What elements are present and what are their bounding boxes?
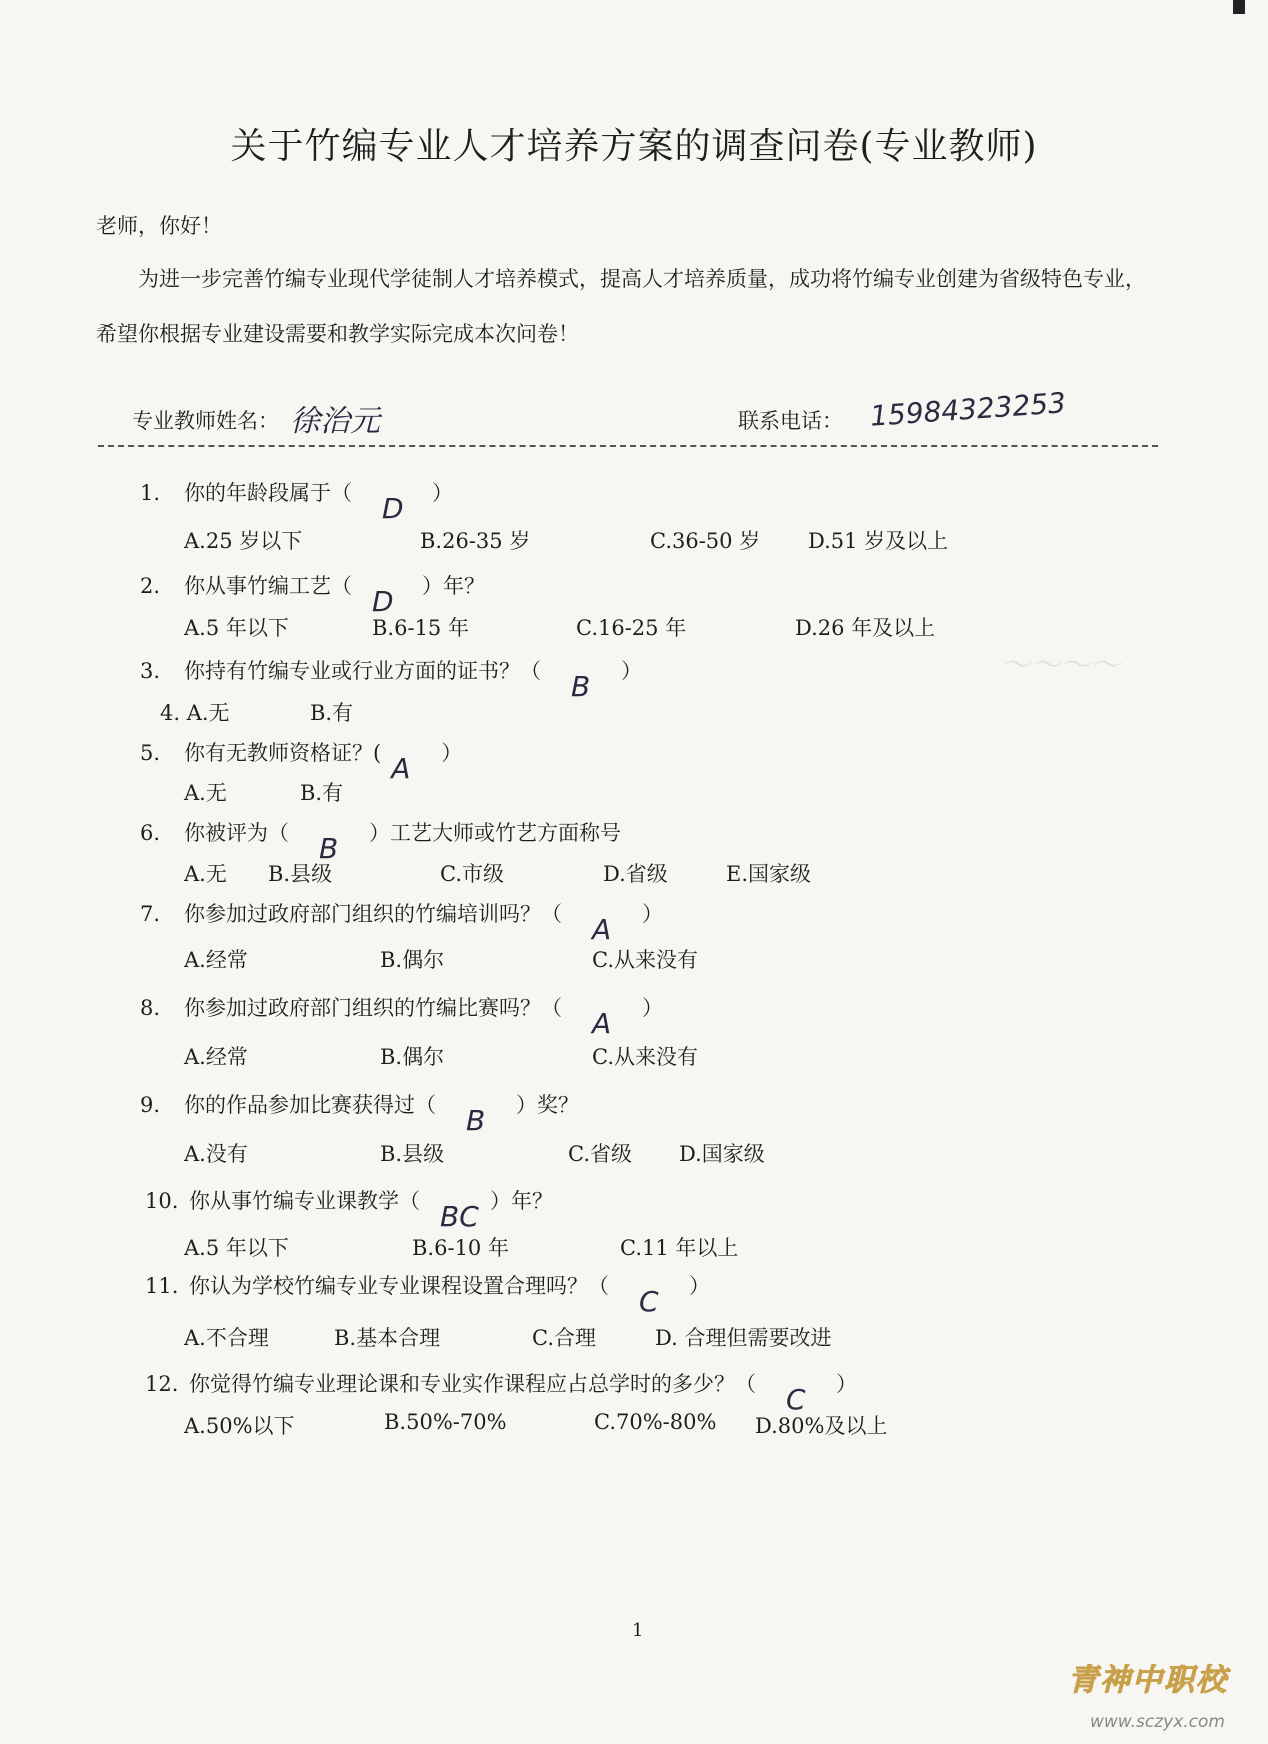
- question-text-suffix: ）: [689, 1274, 710, 1298]
- question-text-suffix: ）年？: [422, 574, 485, 598]
- question-text-suffix: ）工艺大师或竹艺方面称号: [369, 821, 621, 845]
- question-number: 2.: [140, 574, 161, 598]
- question-text: 你持有竹编专业或行业方面的证书？（: [184, 659, 541, 683]
- question-text-suffix: ）: [642, 902, 663, 926]
- option-10-1: A.不合理: [184, 1326, 269, 1350]
- option-9-1: A.5 年以下: [184, 1236, 289, 1260]
- option-2-4: D.26 年及以上: [795, 616, 936, 640]
- question-number: 7.: [140, 902, 161, 926]
- question-8: [140, 1089, 579, 1137]
- option-1-1: A.25 岁以下: [184, 529, 303, 553]
- question-number: 3.: [140, 659, 161, 683]
- document-title: 关于竹编专业人才培养方案的调查问卷(专业教师): [230, 126, 1038, 167]
- option-5-5: E.国家级: [726, 862, 812, 886]
- option-2-1: A.5 年以下: [184, 616, 289, 640]
- separator-line: [98, 445, 1158, 447]
- handwritten-answer: B: [319, 832, 339, 865]
- handwritten-answer: C: [639, 1285, 659, 1318]
- question-text-suffix: ）: [836, 1372, 857, 1396]
- question-text: 你觉得竹编专业理论课和专业实作课程应占总学时的多少？（: [189, 1372, 756, 1396]
- question-text-suffix: ）: [642, 996, 663, 1020]
- option-8-2: B.县级: [380, 1142, 445, 1166]
- question-number: 8.: [140, 996, 161, 1020]
- option-5-4: D.省级: [603, 862, 668, 886]
- intro-line-1: 为进一步完善竹编专业现代学徒制人才培养模式，提高人才培养质量，成功将竹编专业创建为省级特色专业，: [138, 267, 1146, 291]
- option-3-2: B.有: [310, 701, 354, 725]
- option-11-2: B.50%-70%: [384, 1410, 507, 1434]
- teacher-name-label: 专业教师姓名：: [132, 409, 279, 433]
- question-2: [140, 570, 485, 618]
- question-text: 你从事竹编工艺（: [184, 574, 352, 598]
- option-5-2: B.县级: [268, 862, 333, 886]
- option-11-3: C.70%-80%: [594, 1410, 717, 1434]
- question-text-suffix: ）: [432, 481, 453, 505]
- option-7-3: C.从来没有: [592, 1045, 698, 1069]
- question-3: [140, 655, 642, 703]
- question-10: [145, 1270, 710, 1318]
- option-2-2: B.6-15 年: [372, 616, 469, 640]
- question-text: 你的作品参加比赛获得过（: [184, 1093, 436, 1117]
- greeting: 老师，你好！: [96, 214, 222, 238]
- option-6-3: C.从来没有: [592, 948, 698, 972]
- question-number: 5.: [140, 741, 161, 765]
- question-number: 12.: [145, 1372, 179, 1396]
- scan-mark: [1233, 0, 1245, 14]
- handwritten-answer: B: [571, 670, 591, 703]
- option-6-2: B.偶尔: [380, 948, 445, 972]
- question-text: 你参加过政府部门组织的竹编培训吗？（: [184, 902, 562, 926]
- question-4: [140, 737, 463, 785]
- question-text: 你被评为（: [184, 821, 289, 845]
- question-text-suffix: ）: [621, 659, 642, 683]
- handwritten-answer: A: [391, 752, 411, 785]
- question-number: 1.: [140, 481, 161, 505]
- site-url: www.sczyx.com: [1090, 1712, 1225, 1732]
- handwritten-answer: C: [786, 1383, 806, 1416]
- option-5-3: C.市级: [440, 862, 504, 886]
- option-8-3: C.省级: [568, 1142, 632, 1166]
- option-8-4: D.国家级: [679, 1142, 765, 1166]
- option-9-2: B.6-10 年: [412, 1236, 509, 1260]
- teacher-name-signature: 徐治元: [290, 404, 380, 439]
- option-5-1: A.无: [184, 862, 227, 886]
- page-number: 1: [632, 1620, 644, 1641]
- question-number: 11.: [145, 1274, 179, 1298]
- question-text-suffix: ）: [441, 741, 463, 765]
- handwritten-answer: D: [382, 492, 404, 525]
- question-11: [145, 1368, 857, 1416]
- option-9-3: C.11 年以上: [620, 1236, 739, 1260]
- option-1-2: B.26-35 岁: [420, 529, 531, 553]
- handwritten-answer: D: [372, 585, 394, 618]
- question-6: [140, 898, 663, 946]
- handwritten-answer: B: [466, 1104, 486, 1137]
- option-3-1: 4. A.无: [160, 701, 230, 725]
- question-text: 你有无教师资格证？(: [184, 741, 382, 765]
- option-6-1: A.经常: [184, 948, 248, 972]
- question-text: 你从事竹编专业课教学（: [189, 1189, 420, 1213]
- question-text: 你认为学校竹编专业专业课程设置合理吗？（: [189, 1274, 609, 1298]
- question-text-suffix: ）奖？: [516, 1093, 579, 1117]
- option-11-1: A.50%以下: [184, 1414, 295, 1438]
- option-8-1: A.没有: [184, 1142, 248, 1166]
- question-text-suffix: ）年？: [490, 1189, 553, 1213]
- bleed-through-texture: ～～～～: [1000, 648, 1120, 683]
- handwritten-answer: A: [592, 1007, 612, 1040]
- question-1: [140, 477, 453, 525]
- question-number: 6.: [140, 821, 161, 845]
- option-4-1: A.无: [184, 781, 227, 805]
- question-text: 你参加过政府部门组织的竹编比赛吗？（: [184, 996, 562, 1020]
- question-number: 10.: [145, 1189, 179, 1213]
- handwritten-answer: A: [592, 913, 612, 946]
- option-10-4: D. 合理但需要改进: [655, 1326, 832, 1350]
- phone-value: 15984323253: [869, 386, 1067, 433]
- phone-label: 联系电话：: [738, 409, 843, 433]
- question-text: 你的年龄段属于（: [184, 481, 352, 505]
- option-1-4: D.51 岁及以上: [808, 529, 949, 553]
- question-5: [140, 817, 621, 865]
- intro-line-2: 希望你根据专业建设需要和教学实际完成本次问卷！: [96, 322, 579, 346]
- handwritten-answer: BC: [440, 1200, 479, 1233]
- question-7: [140, 992, 663, 1040]
- option-7-2: B.偶尔: [380, 1045, 445, 1069]
- site-logo: 青神中职校: [1068, 1663, 1228, 1698]
- option-1-3: C.36-50 岁: [650, 529, 761, 553]
- option-4-2: B.有: [300, 781, 344, 805]
- question-number: 9.: [140, 1093, 161, 1117]
- option-11-4: D.80%及以上: [755, 1414, 888, 1438]
- question-9: [145, 1185, 553, 1233]
- option-10-2: B.基本合理: [334, 1326, 441, 1350]
- option-10-3: C.合理: [532, 1326, 596, 1350]
- option-7-1: A.经常: [184, 1045, 248, 1069]
- option-2-3: C.16-25 年: [576, 616, 687, 640]
